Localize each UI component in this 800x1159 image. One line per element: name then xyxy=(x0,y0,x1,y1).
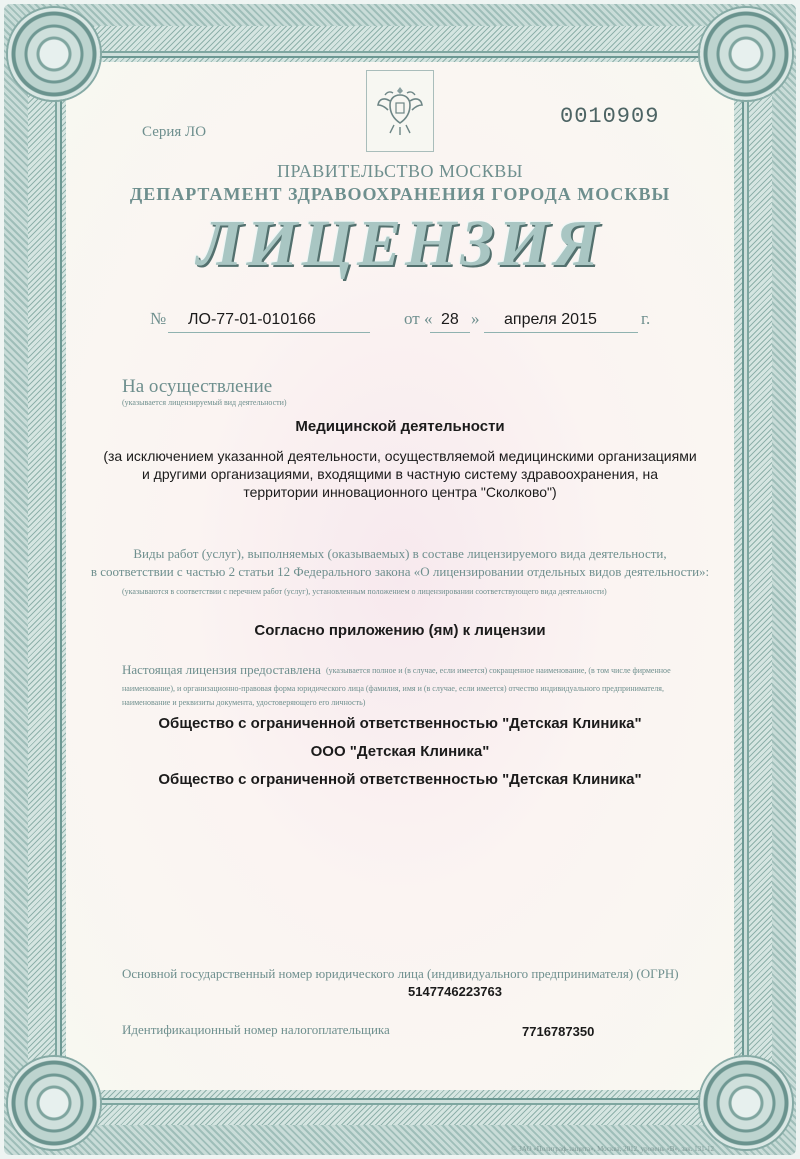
coat-of-arms-icon xyxy=(375,81,425,141)
activity-label: На осуществление xyxy=(122,376,273,397)
licensee-hint-line-2: наименование), и организационно-правовая форма юридического лица (фамилия, имя и (в случае, если имеется) отчество индивидуального предпринимателя, xyxy=(122,684,664,693)
licensee-hint-line-1: (указывается полное и (в случае, если имеется) сокращенное наименование, (в том числе фирменное xyxy=(326,666,671,675)
activity-details-line-2: и другими организациями, входящими в частную систему здравоохранения, на xyxy=(141,466,659,482)
series-label: Серия ЛО xyxy=(142,124,207,140)
ogrn-value: 5147746223763 xyxy=(408,984,502,999)
inn-value: 7716787350 xyxy=(522,1024,595,1039)
day-underline xyxy=(430,332,470,333)
ogrn-label: Основной государственный номер юридического лица (индивидуального предпринимателя) (ОГРН) xyxy=(122,966,679,981)
license-month-year: апреля 2015 xyxy=(504,311,597,328)
corner-rosette xyxy=(700,8,792,100)
date-quote-close: » xyxy=(471,309,480,328)
works-value: Согласно приложению (ям) к лицензии xyxy=(254,622,546,639)
year-suffix: г. xyxy=(641,309,651,328)
department-title: ДЕПАРТАМЕНТ ЗДРАВООХРАНЕНИЯ ГОРОДА МОСКВЫ xyxy=(129,184,671,204)
serial-number: 0010909 xyxy=(560,104,660,129)
number-label: № xyxy=(150,309,167,328)
licensee-hint-line-3: наименование и реквизиты документа, удостоверяющего его личность) xyxy=(122,698,366,707)
activity-details-line-3: территории инновационного центра "Сколково") xyxy=(243,484,557,500)
license-number: ЛО-77-01-010166 xyxy=(188,311,316,328)
licensee-label: Настоящая лицензия предоставлена xyxy=(122,662,321,677)
date-from-label: от « xyxy=(404,309,433,328)
licensee-brand-name: Общество с ограниченной ответственностью "Детская Клиника" xyxy=(158,771,642,788)
activity-hint: (указывается лицензируемый вид деятельности) xyxy=(122,398,287,407)
corner-rosette xyxy=(8,8,100,100)
works-label-line-2: в соответствии с частью 2 статьи 12 Федерального закона «О лицензировании отдельных видов деятельности»: xyxy=(90,564,710,579)
number-underline xyxy=(168,332,370,333)
works-hint: (указываются в соответствии с перечнем работ (услуг), установленным положением о лицензировании соответствующего вида деятельности) xyxy=(122,587,607,596)
corner-rosette xyxy=(8,1057,100,1149)
licensee-full-name: Общество с ограниченной ответственностью "Детская Клиника" xyxy=(158,715,642,732)
corner-rosette xyxy=(700,1057,792,1149)
license-day: 28 xyxy=(441,311,459,328)
activity-details-line-1: (за исключением указанной деятельности, осуществляемой медицинскими организациями xyxy=(103,448,697,464)
works-label-line-1: Виды работ (услуг), выполняемых (оказываемых) в составе лицензируемого вида деятельности, xyxy=(133,546,667,561)
license-title: ЛИЦЕНЗИЯ xyxy=(197,207,603,280)
coat-of-arms-frame xyxy=(366,70,434,152)
inn-label: Идентификационный номер налогоплательщика xyxy=(122,1022,390,1037)
licensee-short-name: ООО "Детская Клиника" xyxy=(310,743,490,760)
month-underline xyxy=(484,332,638,333)
printer-copyright: © ЗАО «Полиграф-защита», Москва, 2012, уровень «В», зак. 131-12 xyxy=(511,1145,714,1153)
activity-name: Медицинской деятельности xyxy=(295,418,505,435)
government-title: ПРАВИТЕЛЬСТВО МОСКВЫ xyxy=(276,161,523,181)
